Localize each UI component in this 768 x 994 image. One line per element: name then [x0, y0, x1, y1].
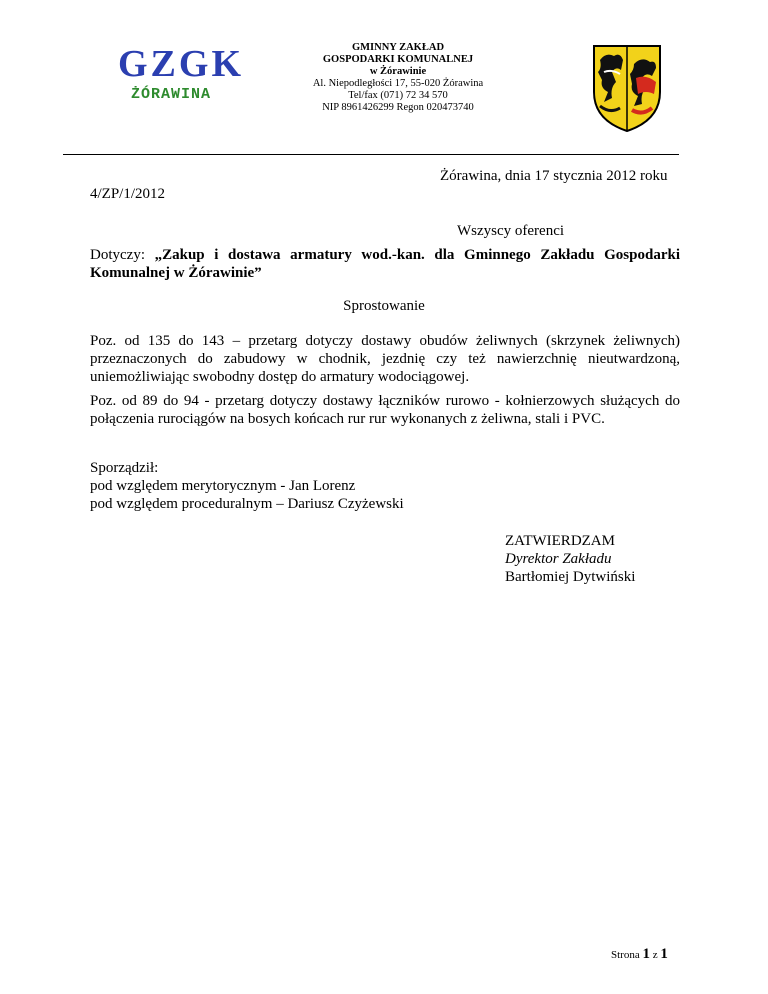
org-phone: Tel/fax (071) 72 34 570 [348, 90, 448, 101]
document-heading: Sprostowanie [343, 298, 425, 314]
letter-date: Żórawina, dnia 17 stycznia 2012 roku [440, 168, 668, 184]
page-of: z [649, 949, 661, 961]
organization-block [288, 42, 508, 114]
paragraph-1: Poz. od 135 do 143 – przetarg dotyczy dostawy obudów żeliwnych (skrzynek żeliwnych) przeznaczonych do zabudowy w chodnik, jezdnię czy też nawierzchnię nieutwardzoną, uniemożliwiając swobodny dostęp do armatury wodociągowej. [90, 333, 680, 385]
logo-gzgk: GZGK [118, 43, 245, 85]
prepared-line-2: pod względem proceduralnym – Dariusz Czyżewski [90, 496, 404, 512]
approval-title: ZATWIERDZAM [505, 533, 615, 549]
org-ids: NIP 8961426299 Regon 020473740 [322, 102, 474, 113]
page-total: 1 [660, 946, 668, 962]
recipient: Wszyscy oferenci [457, 223, 565, 239]
reference-number: 4/ZP/1/2012 [90, 186, 166, 202]
logo-town-name: ŻÓRAWINA [131, 86, 212, 103]
prepared-line-1: pod względem merytorycznym - Jan Lorenz [90, 478, 356, 494]
subject-text: „Zakup i dostawa armatury wod.-kan. dla Gminnego Zakładu Gospodarki Komunalnej w Żórawinie” [90, 247, 681, 281]
org-name-line2: GOSPODARKI KOMUNALNEJ [322, 54, 474, 65]
coat-of-arms-icon [590, 42, 664, 134]
page-current: 1 [642, 946, 650, 962]
org-address: Al. Niepodległości 17, 55-020 Żórawina [312, 78, 484, 89]
page-number [611, 946, 668, 963]
subject-label: Dotyczy: [90, 247, 155, 263]
subject [90, 246, 680, 282]
org-name-line3: w Żórawinie [369, 66, 427, 77]
approval-name: Bartłomiej Dytwiński [505, 569, 636, 585]
paragraph-2: Poz. od 89 do 94 - przetarg dotyczy dostawy łączników rurowo - kołnierzowych służących do połączenia rurociągów na bosych końcach rur rur wykonanych z żeliwna, stali i PVC. [90, 393, 680, 427]
page-label: Strona [611, 949, 643, 961]
approval-block [505, 532, 635, 586]
prepared-by-block [90, 459, 404, 513]
prepared-label: Sporządził: [90, 460, 159, 476]
header-divider [63, 154, 679, 155]
org-name-line1: GMINNY ZAKŁAD [351, 42, 445, 53]
approval-role: Dyrektor Zakładu [505, 551, 612, 567]
